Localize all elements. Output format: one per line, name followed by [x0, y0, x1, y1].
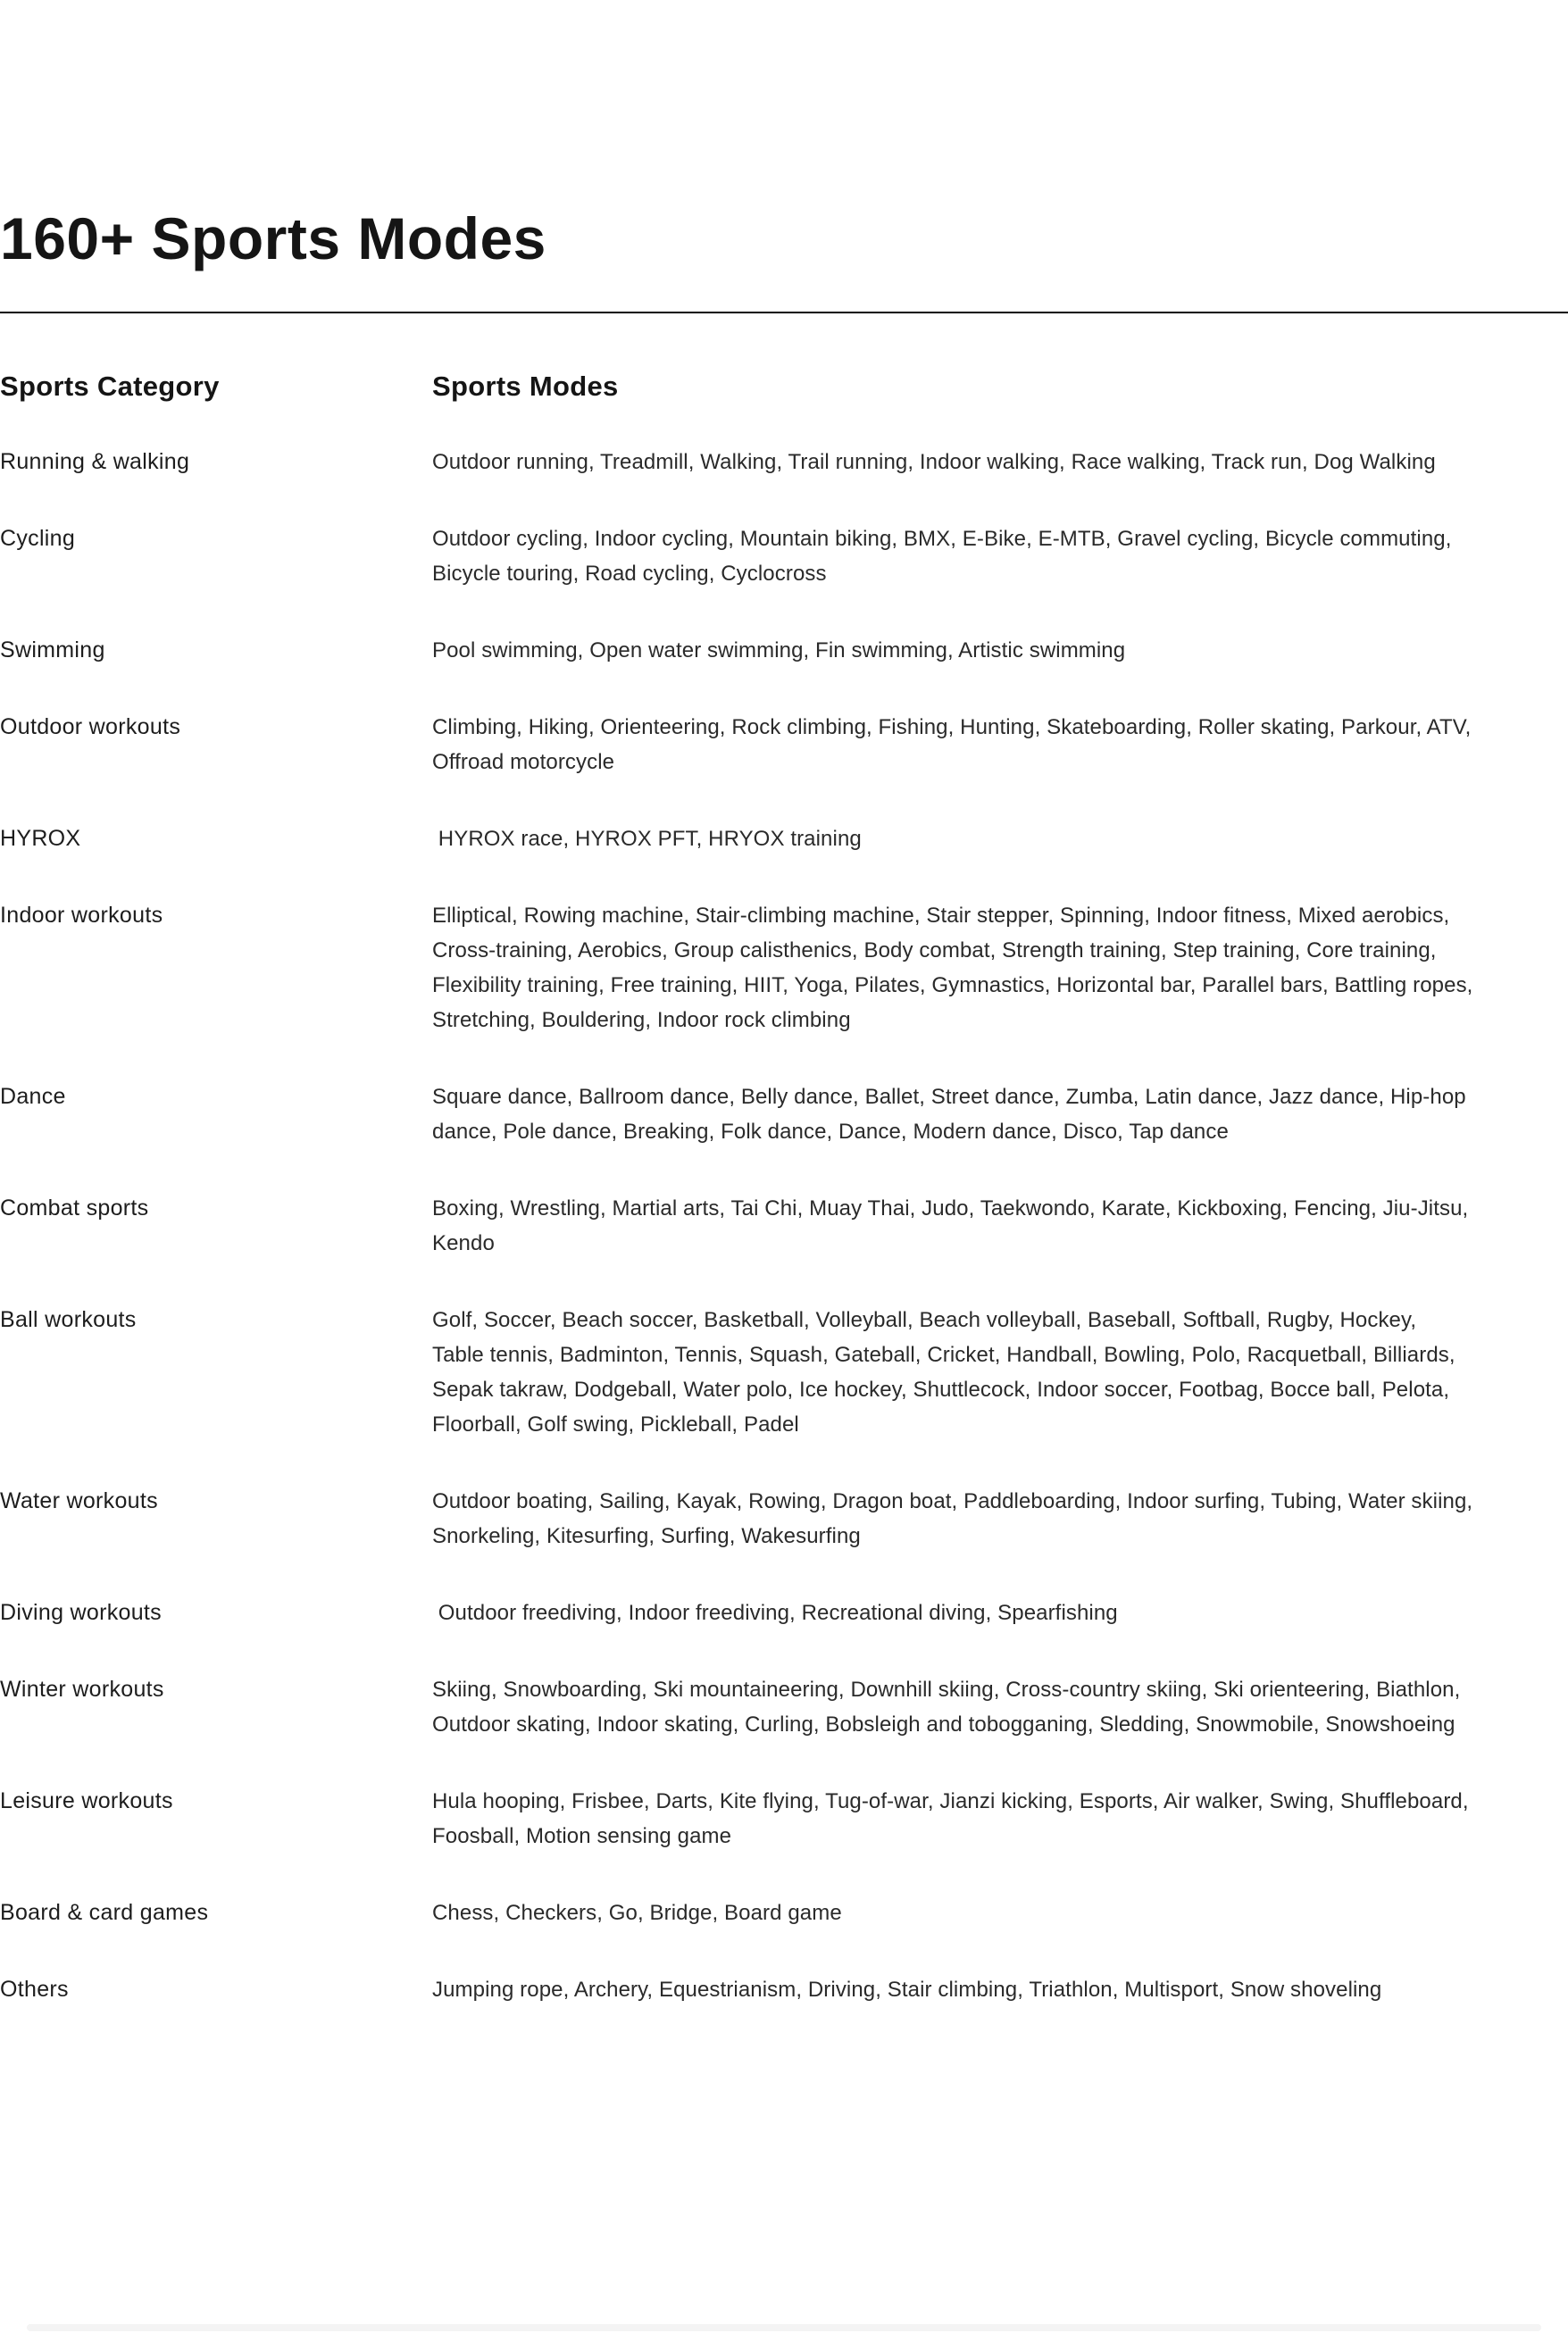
modes-cell: Jumping rope, Archery, Equestrianism, Driving, Stair climbing, Triathlon, Multisport, Snow shoveling	[432, 1978, 1382, 2002]
category-cell: Combat sports	[0, 1196, 149, 1221]
table-row	[0, 1303, 1568, 1442]
table-row	[0, 1896, 1568, 1930]
modes-cell: Skiing, Snowboarding, Ski mountaineering, Downhill skiing, Cross-country skiing, Ski orienteering, Biathlon, Outdoor skating, Indoor skating, Curling, Bobsleigh and tobogganing, Sledding, Snowmobile, Snowshoeing	[432, 1678, 1467, 1737]
modes-cell: Chess, Checkers, Go, Bridge, Board game	[432, 1901, 842, 1925]
modes-cell: Outdoor freediving, Indoor freediving, Recreational diving, Spearfishing	[432, 1601, 1118, 1625]
category-cell: Water workouts	[0, 1488, 158, 1513]
modes-cell: Golf, Soccer, Beach soccer, Basketball, Volleyball, Beach volleyball, Baseball, Softball, Rugby, Hockey, Table tennis, Badminton, Tennis, Squash, Gateball, Cricket, Handball, Bowling, Polo, Racquetball, Billiards, Sepak takraw, Dodgeball, Water polo, Ice hockey, Shuttlecock, Indoor soccer, Footbag, Bocce ball, Pelota, Floorball, Golf swing, Pickleball, Padel	[432, 1308, 1462, 1437]
table-row	[0, 633, 1568, 668]
table-header-row	[0, 371, 1568, 403]
category-cell: Dance	[0, 1084, 66, 1109]
sports-modes-table	[0, 445, 1568, 2049]
table-row	[0, 521, 1568, 591]
table-row	[0, 821, 1568, 856]
modes-cell: Elliptical, Rowing machine, Stair-climbing machine, Stair stepper, Spinning, Indoor fitness, Mixed aerobics, Cross-training, Aerobics, Group calisthenics, Body combat, Strength training, Step training, Core training, Flexibility training, Free training, HIIT, Yoga, Pilates, Gymnastics, Horizontal bar, Parallel bars, Battling ropes, Stretching, Bouldering, Indoor rock climbing	[432, 904, 1480, 1032]
category-cell: Running & walking	[0, 449, 190, 474]
column-header-modes: Sports Modes	[432, 371, 619, 402]
modes-cell: Square dance, Ballroom dance, Belly dance, Ballet, Street dance, Zumba, Latin dance, Jazz dance, Hip-hop dance, Pole dance, Breaking, Folk dance, Dance, Modern dance, Disco, Tap dance	[432, 1085, 1472, 1144]
category-cell: Diving workouts	[0, 1600, 162, 1625]
table-row	[0, 1672, 1568, 1742]
bottom-divider-bar	[27, 2324, 1541, 2331]
modes-cell: Outdoor cycling, Indoor cycling, Mountain biking, BMX, E-Bike, E-MTB, Gravel cycling, Bicycle commuting, Bicycle touring, Road cycling, Cyclocross	[432, 527, 1458, 586]
page-title: 160+ Sports Modes	[0, 205, 546, 272]
modes-cell: Hula hooping, Frisbee, Darts, Kite flying, Tug-of-war, Jianzi kicking, Esports, Air walker, Swing, Shuffleboard, Foosball, Motion sensing game	[432, 1789, 1475, 1848]
table-row	[0, 1596, 1568, 1630]
category-cell: Ball workouts	[0, 1307, 137, 1332]
table-row	[0, 1484, 1568, 1554]
category-cell: Indoor workouts	[0, 903, 163, 928]
modes-cell: Outdoor running, Treadmill, Walking, Trail running, Indoor walking, Race walking, Track run, Dog Walking	[432, 450, 1436, 474]
category-cell: Others	[0, 1977, 69, 2002]
column-header-category: Sports Category	[0, 371, 220, 402]
category-cell: Outdoor workouts	[0, 714, 181, 739]
table-row	[0, 1191, 1568, 1261]
modes-cell: Boxing, Wrestling, Martial arts, Tai Chi, Muay Thai, Judo, Taekwondo, Karate, Kickboxing, Fencing, Jiu-Jitsu, Kendo	[432, 1196, 1475, 1255]
title-divider	[0, 312, 1568, 313]
category-cell: HYROX	[0, 826, 81, 851]
modes-cell: HYROX race, HYROX PFT, HRYOX training	[432, 827, 862, 851]
category-cell: Board & card games	[0, 1900, 209, 1925]
modes-cell: Pool swimming, Open water swimming, Fin swimming, Artistic swimming	[432, 638, 1126, 662]
category-cell: Winter workouts	[0, 1677, 164, 1702]
table-row	[0, 445, 1568, 479]
category-cell: Cycling	[0, 526, 76, 551]
category-cell: Swimming	[0, 637, 105, 662]
table-row	[0, 898, 1568, 1037]
category-cell: Leisure workouts	[0, 1788, 173, 1813]
table-row	[0, 1972, 1568, 2007]
table-row	[0, 710, 1568, 779]
modes-cell: Climbing, Hiking, Orienteering, Rock climbing, Fishing, Hunting, Skateboarding, Roller skating, Parkour, ATV, Offroad motorcycle	[432, 715, 1478, 774]
table-row	[0, 1784, 1568, 1854]
modes-cell: Outdoor boating, Sailing, Kayak, Rowing, Dragon boat, Paddleboarding, Indoor surfing, Tubing, Water skiing, Snorkeling, Kitesurfing, Surfing, Wakesurfing	[432, 1489, 1479, 1548]
table-row	[0, 1079, 1568, 1149]
